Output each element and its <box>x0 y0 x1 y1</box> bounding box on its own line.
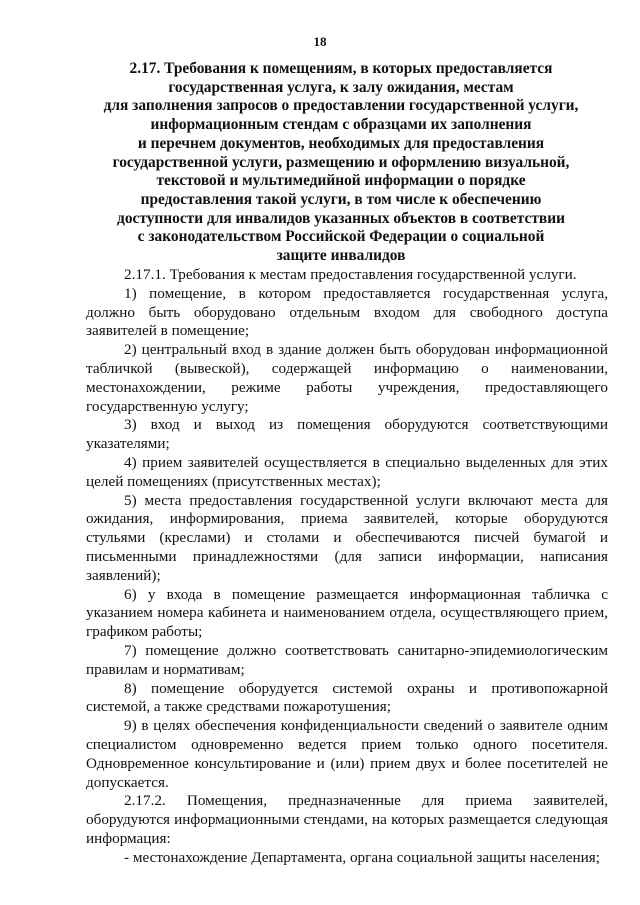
section-heading <box>86 60 596 266</box>
heading-line: защите инвалидов <box>276 247 406 265</box>
heading-line: доступности для инвалидов указанных объектов в соответствии <box>117 209 565 227</box>
list-item-9: 9) в целях обеспечения конфиденциальности сведений о заявителе одним специалистом одновременно ведется прием только одного посетителя. Одновременное консультирование и (или) прием двух и более посетителей не допускается. <box>86 717 608 791</box>
info-list-item: - местонахождение Департамента, органа социальной защиты населения; <box>124 848 600 866</box>
list-item-8: 8) помещение оборудуется системой охраны и противопожарной системой, а также средствами пожаротушения; <box>86 679 608 716</box>
heading-line: для заполнения запросов о предоставлении государственной услуги, <box>103 97 579 115</box>
heading-line: и перечнем документов, необходимых для предоставления <box>137 134 545 152</box>
heading-line: государственная услуга, к залу ожидания, местам <box>168 78 514 96</box>
heading-line: предоставления такой услуги, в том числе к обеспечению <box>140 190 542 208</box>
list-item-2: 2) центральный вход в здание должен быть оборудован информационной табличкой (вывеской), содержащей информацию о наименовании, местонахождении, режиме работы учреждения, предоставляющего государственную услугу; <box>86 341 608 415</box>
heading-line: с законодательством Российской Федерации о социальной <box>137 228 545 246</box>
document-body <box>86 266 608 868</box>
paragraph-2-17-1: 2.17.1. Требования к местам предоставления государственной услуги. <box>124 266 577 283</box>
page-number: 18 <box>313 34 327 49</box>
list-item-6: 6) у входа в помещение размещается информационная табличка с указанием номера кабинета и наименованием отдела, осуществляющего прием, графиком работы; <box>86 585 608 641</box>
list-item-5: 5) места предоставления государственной услуги включают места для ожидания, информирования, приема заявителей, которые оборудуются стульями (креслами) и столами и обеспечиваются писчей бумагой и письменными принадлежностями (для записи информации, написания заявлений); <box>86 491 608 584</box>
heading-line: 2.17. Требования к помещениям, в которых предоставляется <box>129 60 553 77</box>
heading-line: государственной услуги, размещению и оформлению визуальной, <box>112 153 570 171</box>
list-item-1: 1) помещение, в котором предоставляется государственная услуга, должно быть оборудовано отдельным входом для свободного доступа заявителей в помещение; <box>86 284 608 340</box>
heading-line: текстовой и мультимедийной информации о порядке <box>156 172 526 190</box>
list-item-7: 7) помещение должно соответствовать санитарно-эпидемиологическим правилам и нормативам; <box>86 641 608 678</box>
heading-line: информационным стендам с образцами их заполнения <box>150 116 532 134</box>
list-item-4: 4) прием заявителей осуществляется в специально выделенных для этих целей помещениях (присутственных местах); <box>86 453 608 490</box>
paragraph-2-17-2: 2.17.2. Помещения, предназначенные для приема заявителей, оборудуются информационными стендами, на которых размещается следующая информация: <box>86 792 608 847</box>
list-item-3: 3) вход и выход из помещения оборудуются соответствующими указателями; <box>86 416 608 453</box>
